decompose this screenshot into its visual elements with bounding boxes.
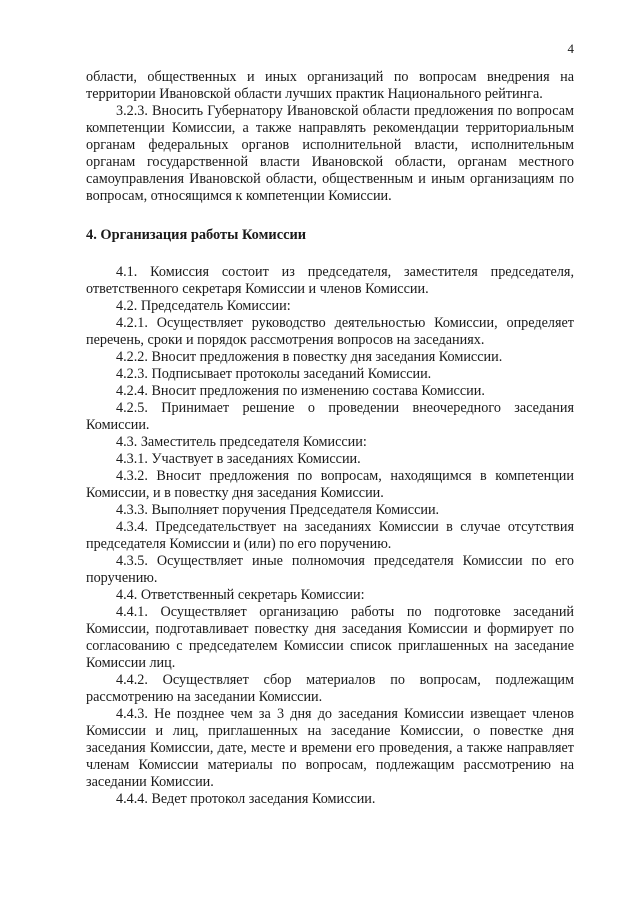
clause-4-1: 4.1. Комиссия состоит из председателя, заместителя председателя, ответственного секретаря Комиссии и членов Комиссии. [86,264,574,297]
clause-4-3-5: 4.3.5. Осуществляет иные полномочия председателя Комиссии по его поручению. [86,553,574,586]
clause-4-2-3: 4.2.3. Подписывает протоколы заседаний Комиссии. [116,366,432,382]
document-body [86,69,574,808]
clause-4-4-2: 4.4.2. Осуществляет сбор материалов по вопросам, подлежащим рассмотрению на заседании Комиссии. [86,672,574,705]
clause-3-2-3: 3.2.3. Вносить Губернатору Ивановской области предложения по вопросам компетенции Комиссии, а также направлять рекомендации территориальным органам федеральных органов исполнительной власти, исполнительным органам государственной власти Ивановской области, органам местного самоуправления Ивановской области, общественным и иным организациям по вопросам, относящимся к компетенции Комиссии. [86,103,574,204]
clause-4-4: 4.4. Ответственный секретарь Комиссии: [116,587,365,603]
clause-4-3-2: 4.3.2. Вносит предложения по вопросам, находящимся в компетенции Комиссии, и в повестку дня заседания Комиссии. [86,468,574,501]
continuation-paragraph: области, общественных и иных организаций по вопросам внедрения на территории Ивановской области лучших практик Национального рейтинга. [86,69,574,102]
clause-4-2-2: 4.2.2. Вносит предложения в повестку дня заседания Комиссии. [116,349,503,365]
clause-4-4-1: 4.4.1. Осуществляет организацию работы по подготовке заседаний Комиссии, подготавливает повестку дня заседания Комиссии и формирует по согласованию с председателем Комиссии список приглашенных на заседание Комиссии лиц. [86,604,574,671]
clause-4-2-1: 4.2.1. Осуществляет руководство деятельностью Комиссии, определяет перечень, сроки и порядок рассмотрения вопросов на заседаниях. [86,315,574,348]
section-heading: 4. Организация работы Комиссии [86,227,307,243]
clause-4-3-4: 4.3.4. Председательствует на заседаниях Комиссии в случае отсутствия председателя Комиссии и (или) по его поручению. [86,519,574,552]
clause-4-3-3: 4.3.3. Выполняет поручения Председателя Комиссии. [116,502,440,518]
clause-4-4-3: 4.4.3. Не позднее чем за 3 дня до заседания Комиссии извещает членов Комиссии и лиц, приглашенных на заседание Комиссии, о повестке дня заседания Комиссии, дате, месте и времени его проведения, а также направляет членам Комиссии материалы по вопросам, подлежащим рассмотрению на заседании Комиссии. [86,706,574,790]
clause-4-2: 4.2. Председатель Комиссии: [116,298,291,314]
clause-4-2-5: 4.2.5. Принимает решение о проведении внеочередного заседания Комиссии. [86,400,574,433]
page-number: 4 [567,41,574,56]
clause-4-3-1: 4.3.1. Участвует в заседаниях Комиссии. [116,451,361,467]
clause-4-2-4: 4.2.4. Вносит предложения по изменению состава Комиссии. [116,383,485,399]
clause-4-3: 4.3. Заместитель председателя Комиссии: [116,434,367,450]
clause-4-4-4: 4.4.4. Ведет протокол заседания Комиссии. [116,791,376,807]
